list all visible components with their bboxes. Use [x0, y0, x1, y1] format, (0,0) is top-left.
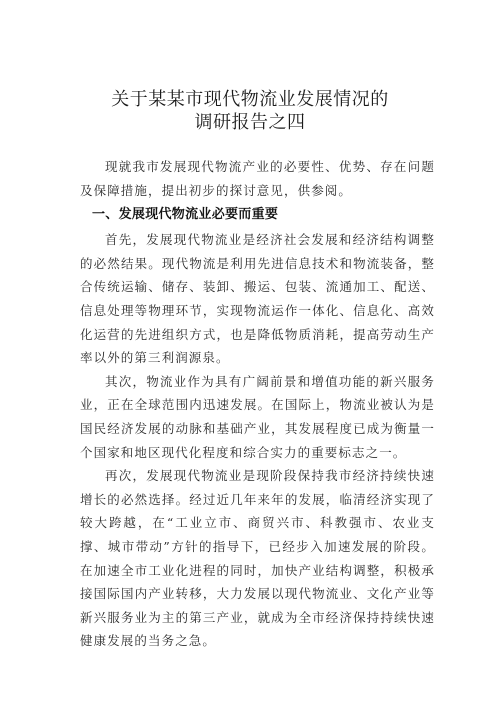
- title-line-2: 调研报告之四: [194, 112, 306, 133]
- document-body: [80, 155, 435, 653]
- intro-paragraph: 现就我市发展现代物流产业的必要性、优势、存在问题及保障措施，提出初步的探讨意见，供参阅。: [80, 159, 435, 198]
- title-line-1: 关于某某市现代物流业发展情况的: [111, 89, 389, 110]
- body-paragraph-2: 其次，物流业作为具有广阔前景和增值功能的新兴服务业，正在全球范围内迅速发展。在国际上，物流业被认为是国民经济发展的动脉和基础产业，其发展程度已成为衡量一个国家和地区现代化程度和综合实力的重要标志之一。: [80, 373, 435, 460]
- section-heading: 一、发展现代物流业必要而重要: [92, 207, 279, 223]
- body-paragraph-3: 再次，发展现代物流业是现阶段保持我市经济持续快速增长的必然选择。经过近几年来年的发展，临清经济实现了较大跨越，在“工业立市、商贸兴市、科教强市、农业支撑、城市带动”方针的指导下，已经步入加速发展的阶段。在加速全市工业化进程的同时，加快产业结构调整，积极承接国际国内产业转移，大力发展以现代物流业、文化产业等新兴服务业为主的第三产业，就成为全市经济保持持续快速健康发展的当务之急。: [80, 468, 435, 649]
- body-paragraph-1: 首先，发展现代物流业是经济社会发展和经济结构调整的必然结果。现代物流是利用先进信息技术和物流装备，整合传统运输、储存、装卸、搬运、包装、流通加工、配送、信息处理等物理环节，实现物流运作一体化、信息化、高效化运营的先进组织方式，也是降低物质消耗，提高劳动生产率以外的第三利润源泉。: [80, 232, 435, 366]
- document-title: [40, 88, 460, 134]
